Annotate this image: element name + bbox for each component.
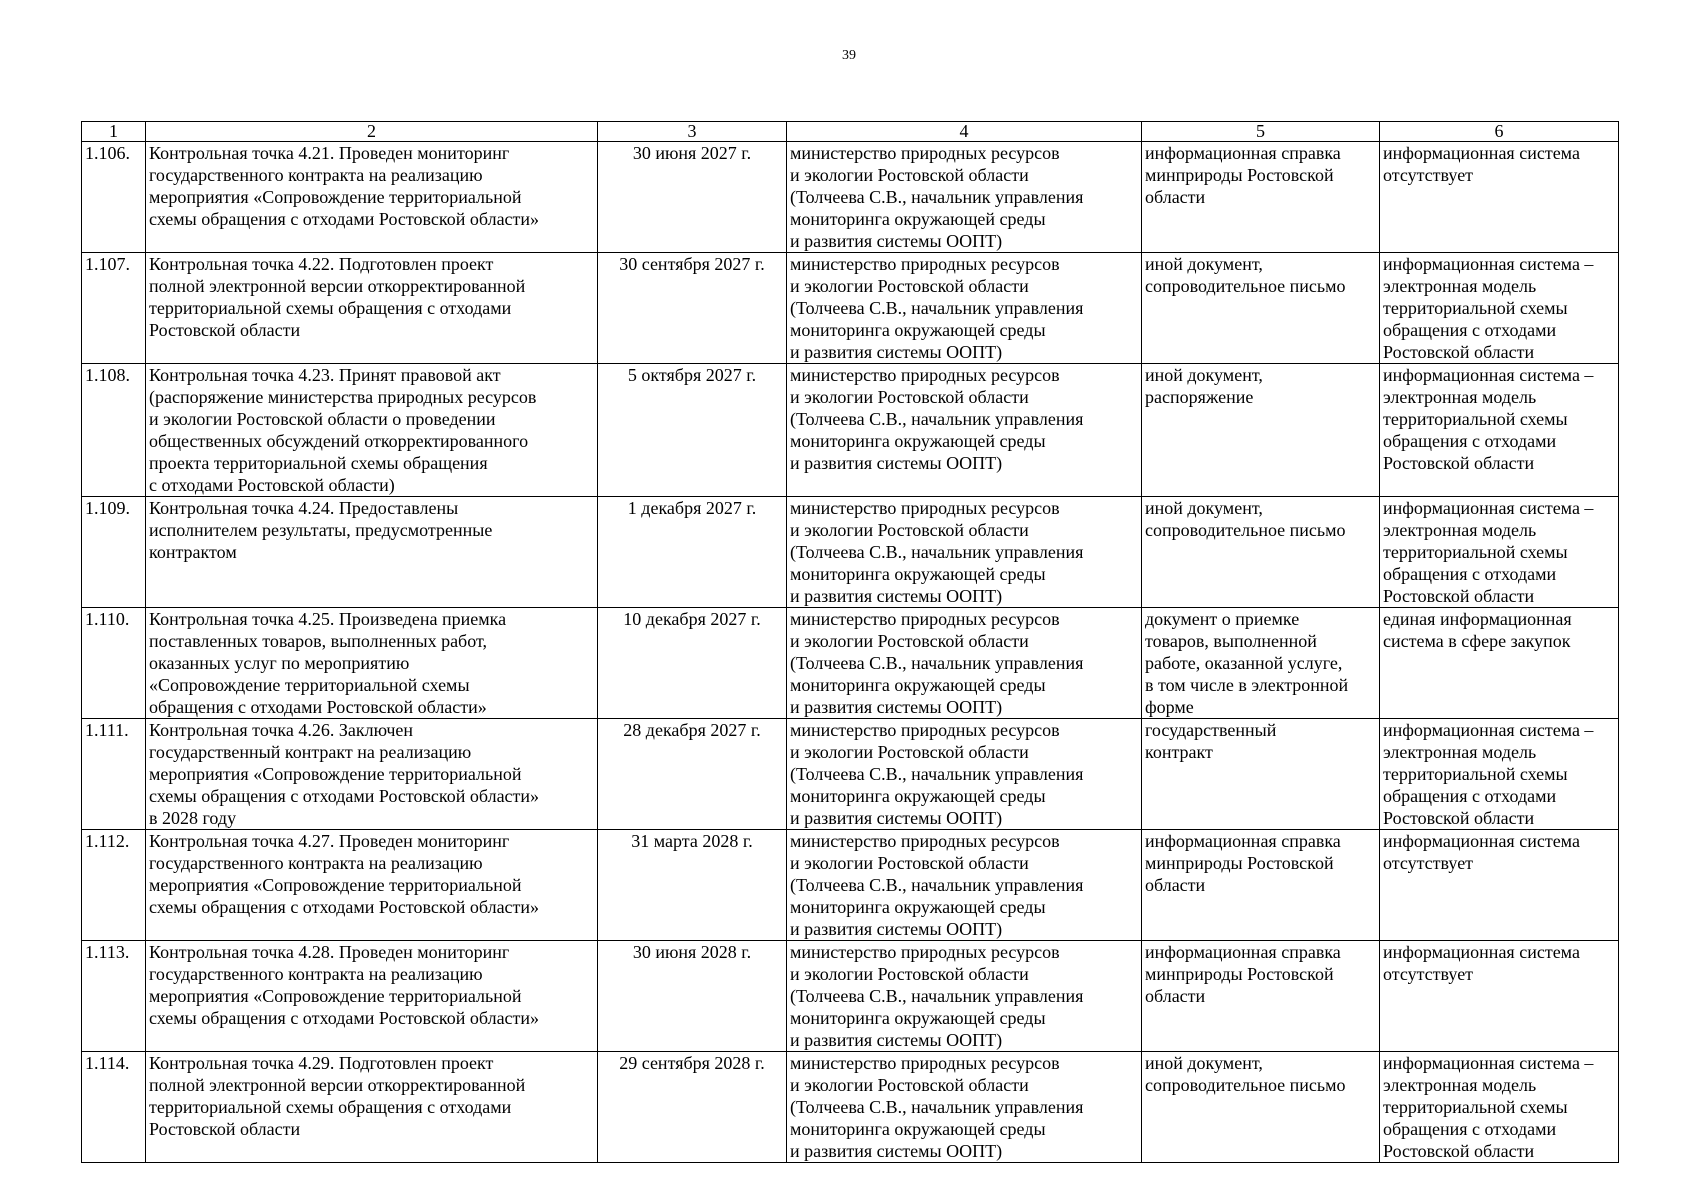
- table-row: [82, 719, 1619, 830]
- header-row: [82, 122, 1619, 142]
- column-header-5: 5: [1142, 122, 1380, 142]
- deadline-date: 5 октября 2027 г.: [598, 364, 787, 497]
- control-point-description: Контрольная точка 4.26. Заключен государственный контракт на реализацию мероприятия «Сопровождение территориальной схемы обращения с отходами Ростовской области» в 2028 году: [146, 719, 598, 830]
- row-number: 1.109.: [82, 497, 146, 608]
- table-row: [82, 830, 1619, 941]
- responsible-executor: министерство природных ресурсов и экологии Ростовской области (Толчеева С.В., начальник управления мониторинга окружающей среды и развития системы ООПТ): [787, 608, 1142, 719]
- deadline-date: 1 декабря 2027 г.: [598, 497, 787, 608]
- confirming-document: иной документ, распоряжение: [1142, 364, 1380, 497]
- information-system: информационная система – электронная модель территориальной схемы обращения с отходами Ростовской области: [1380, 364, 1619, 497]
- confirming-document: документ о приемке товаров, выполненной работе, оказанной услуге, в том числе в электронной форме: [1142, 608, 1380, 719]
- information-system: информационная система отсутствует: [1380, 941, 1619, 1052]
- row-number: 1.108.: [82, 364, 146, 497]
- responsible-executor: министерство природных ресурсов и экологии Ростовской области (Толчеева С.В., начальник управления мониторинга окружающей среды и развития системы ООПТ): [787, 142, 1142, 253]
- page-number: 39: [842, 48, 856, 63]
- deadline-date: 10 декабря 2027 г.: [598, 608, 787, 719]
- information-system: информационная система отсутствует: [1380, 830, 1619, 941]
- responsible-executor: министерство природных ресурсов и экологии Ростовской области (Толчеева С.В., начальник управления мониторинга окружающей среды и развития системы ООПТ): [787, 497, 1142, 608]
- control-point-description: Контрольная точка 4.21. Проведен мониторинг государственного контракта на реализацию мероприятия «Сопровождение территориальной схемы обращения с отходами Ростовской области»: [146, 142, 598, 253]
- responsible-executor: министерство природных ресурсов и экологии Ростовской области (Толчеева С.В., начальник управления мониторинга окружающей среды и развития системы ООПТ): [787, 830, 1142, 941]
- deadline-date: 29 сентября 2028 г.: [598, 1052, 787, 1163]
- control-point-description: Контрольная точка 4.25. Произведена приемка поставленных товаров, выполненных работ, оказанных услуг по мероприятию «Сопровождение территориальной схемы обращения с отходами Ростовской области»: [146, 608, 598, 719]
- information-system: единая информационная система в сфере закупок: [1380, 608, 1619, 719]
- column-header-2: 2: [146, 122, 598, 142]
- confirming-document: иной документ, сопроводительное письмо: [1142, 497, 1380, 608]
- responsible-executor: министерство природных ресурсов и экологии Ростовской области (Толчеева С.В., начальник управления мониторинга окружающей среды и развития системы ООПТ): [787, 1052, 1142, 1163]
- deadline-date: 31 марта 2028 г.: [598, 830, 787, 941]
- information-system: информационная система – электронная модель территориальной схемы обращения с отходами Ростовской области: [1380, 1052, 1619, 1163]
- responsible-executor: министерство природных ресурсов и экологии Ростовской области (Толчеева С.В., начальник управления мониторинга окружающей среды и развития системы ООПТ): [787, 719, 1142, 830]
- deadline-date: 30 июня 2028 г.: [598, 941, 787, 1052]
- control-point-description: Контрольная точка 4.28. Проведен мониторинг государственного контракта на реализацию мероприятия «Сопровождение территориальной схемы обращения с отходами Ростовской области»: [146, 941, 598, 1052]
- table-row: [82, 364, 1619, 497]
- row-number: 1.106.: [82, 142, 146, 253]
- row-number: 1.110.: [82, 608, 146, 719]
- deadline-date: 30 июня 2027 г.: [598, 142, 787, 253]
- confirming-document: государственный контракт: [1142, 719, 1380, 830]
- row-number: 1.113.: [82, 941, 146, 1052]
- table-row: [82, 941, 1619, 1052]
- information-system: информационная система – электронная модель территориальной схемы обращения с отходами Ростовской области: [1380, 253, 1619, 364]
- confirming-document: информационная справка минприроды Ростовской области: [1142, 142, 1380, 253]
- confirming-document: информационная справка минприроды Ростовской области: [1142, 941, 1380, 1052]
- control-point-description: Контрольная точка 4.27. Проведен мониторинг государственного контракта на реализацию мероприятия «Сопровождение территориальной схемы обращения с отходами Ростовской области»: [146, 830, 598, 941]
- column-header-6: 6: [1380, 122, 1619, 142]
- confirming-document: иной документ, сопроводительное письмо: [1142, 253, 1380, 364]
- control-point-description: Контрольная точка 4.24. Предоставлены исполнителем результаты, предусмотренные контрактом: [146, 497, 598, 608]
- table-row: [82, 608, 1619, 719]
- table-row: [82, 253, 1619, 364]
- row-number: 1.111.: [82, 719, 146, 830]
- column-header-4: 4: [787, 122, 1142, 142]
- information-system: информационная система – электронная модель территориальной схемы обращения с отходами Ростовской области: [1380, 719, 1619, 830]
- row-number: 1.114.: [82, 1052, 146, 1163]
- confirming-document: иной документ, сопроводительное письмо: [1142, 1052, 1380, 1163]
- information-system: информационная система – электронная модель территориальной схемы обращения с отходами Ростовской области: [1380, 497, 1619, 608]
- table-row: [82, 497, 1619, 608]
- information-system: информационная система отсутствует: [1380, 142, 1619, 253]
- deadline-date: 28 декабря 2027 г.: [598, 719, 787, 830]
- control-point-description: Контрольная точка 4.23. Принят правовой акт (распоряжение министерства природных ресурсов и экологии Ростовской области о проведении общественных обсуждений откорректированного проекта территориальной схемы обращения с отходами Ростовской области): [146, 364, 598, 497]
- control-points-table: [81, 121, 1619, 1163]
- responsible-executor: министерство природных ресурсов и экологии Ростовской области (Толчеева С.В., начальник управления мониторинга окружающей среды и развития системы ООПТ): [787, 253, 1142, 364]
- column-header-1: 1: [82, 122, 146, 142]
- responsible-executor: министерство природных ресурсов и экологии Ростовской области (Толчеева С.В., начальник управления мониторинга окружающей среды и развития системы ООПТ): [787, 364, 1142, 497]
- deadline-date: 30 сентября 2027 г.: [598, 253, 787, 364]
- row-number: 1.107.: [82, 253, 146, 364]
- confirming-document: информационная справка минприроды Ростовской области: [1142, 830, 1380, 941]
- column-header-3: 3: [598, 122, 787, 142]
- table-row: [82, 1052, 1619, 1163]
- responsible-executor: министерство природных ресурсов и экологии Ростовской области (Толчеева С.В., начальник управления мониторинга окружающей среды и развития системы ООПТ): [787, 941, 1142, 1052]
- row-number: 1.112.: [82, 830, 146, 941]
- control-point-description: Контрольная точка 4.29. Подготовлен проект полной электронной версии откорректированной территориальной схемы обращения с отходами Ростовской области: [146, 1052, 598, 1163]
- control-point-description: Контрольная точка 4.22. Подготовлен проект полной электронной версии откорректированной территориальной схемы обращения с отходами Ростовской области: [146, 253, 598, 364]
- table-row: [82, 142, 1619, 253]
